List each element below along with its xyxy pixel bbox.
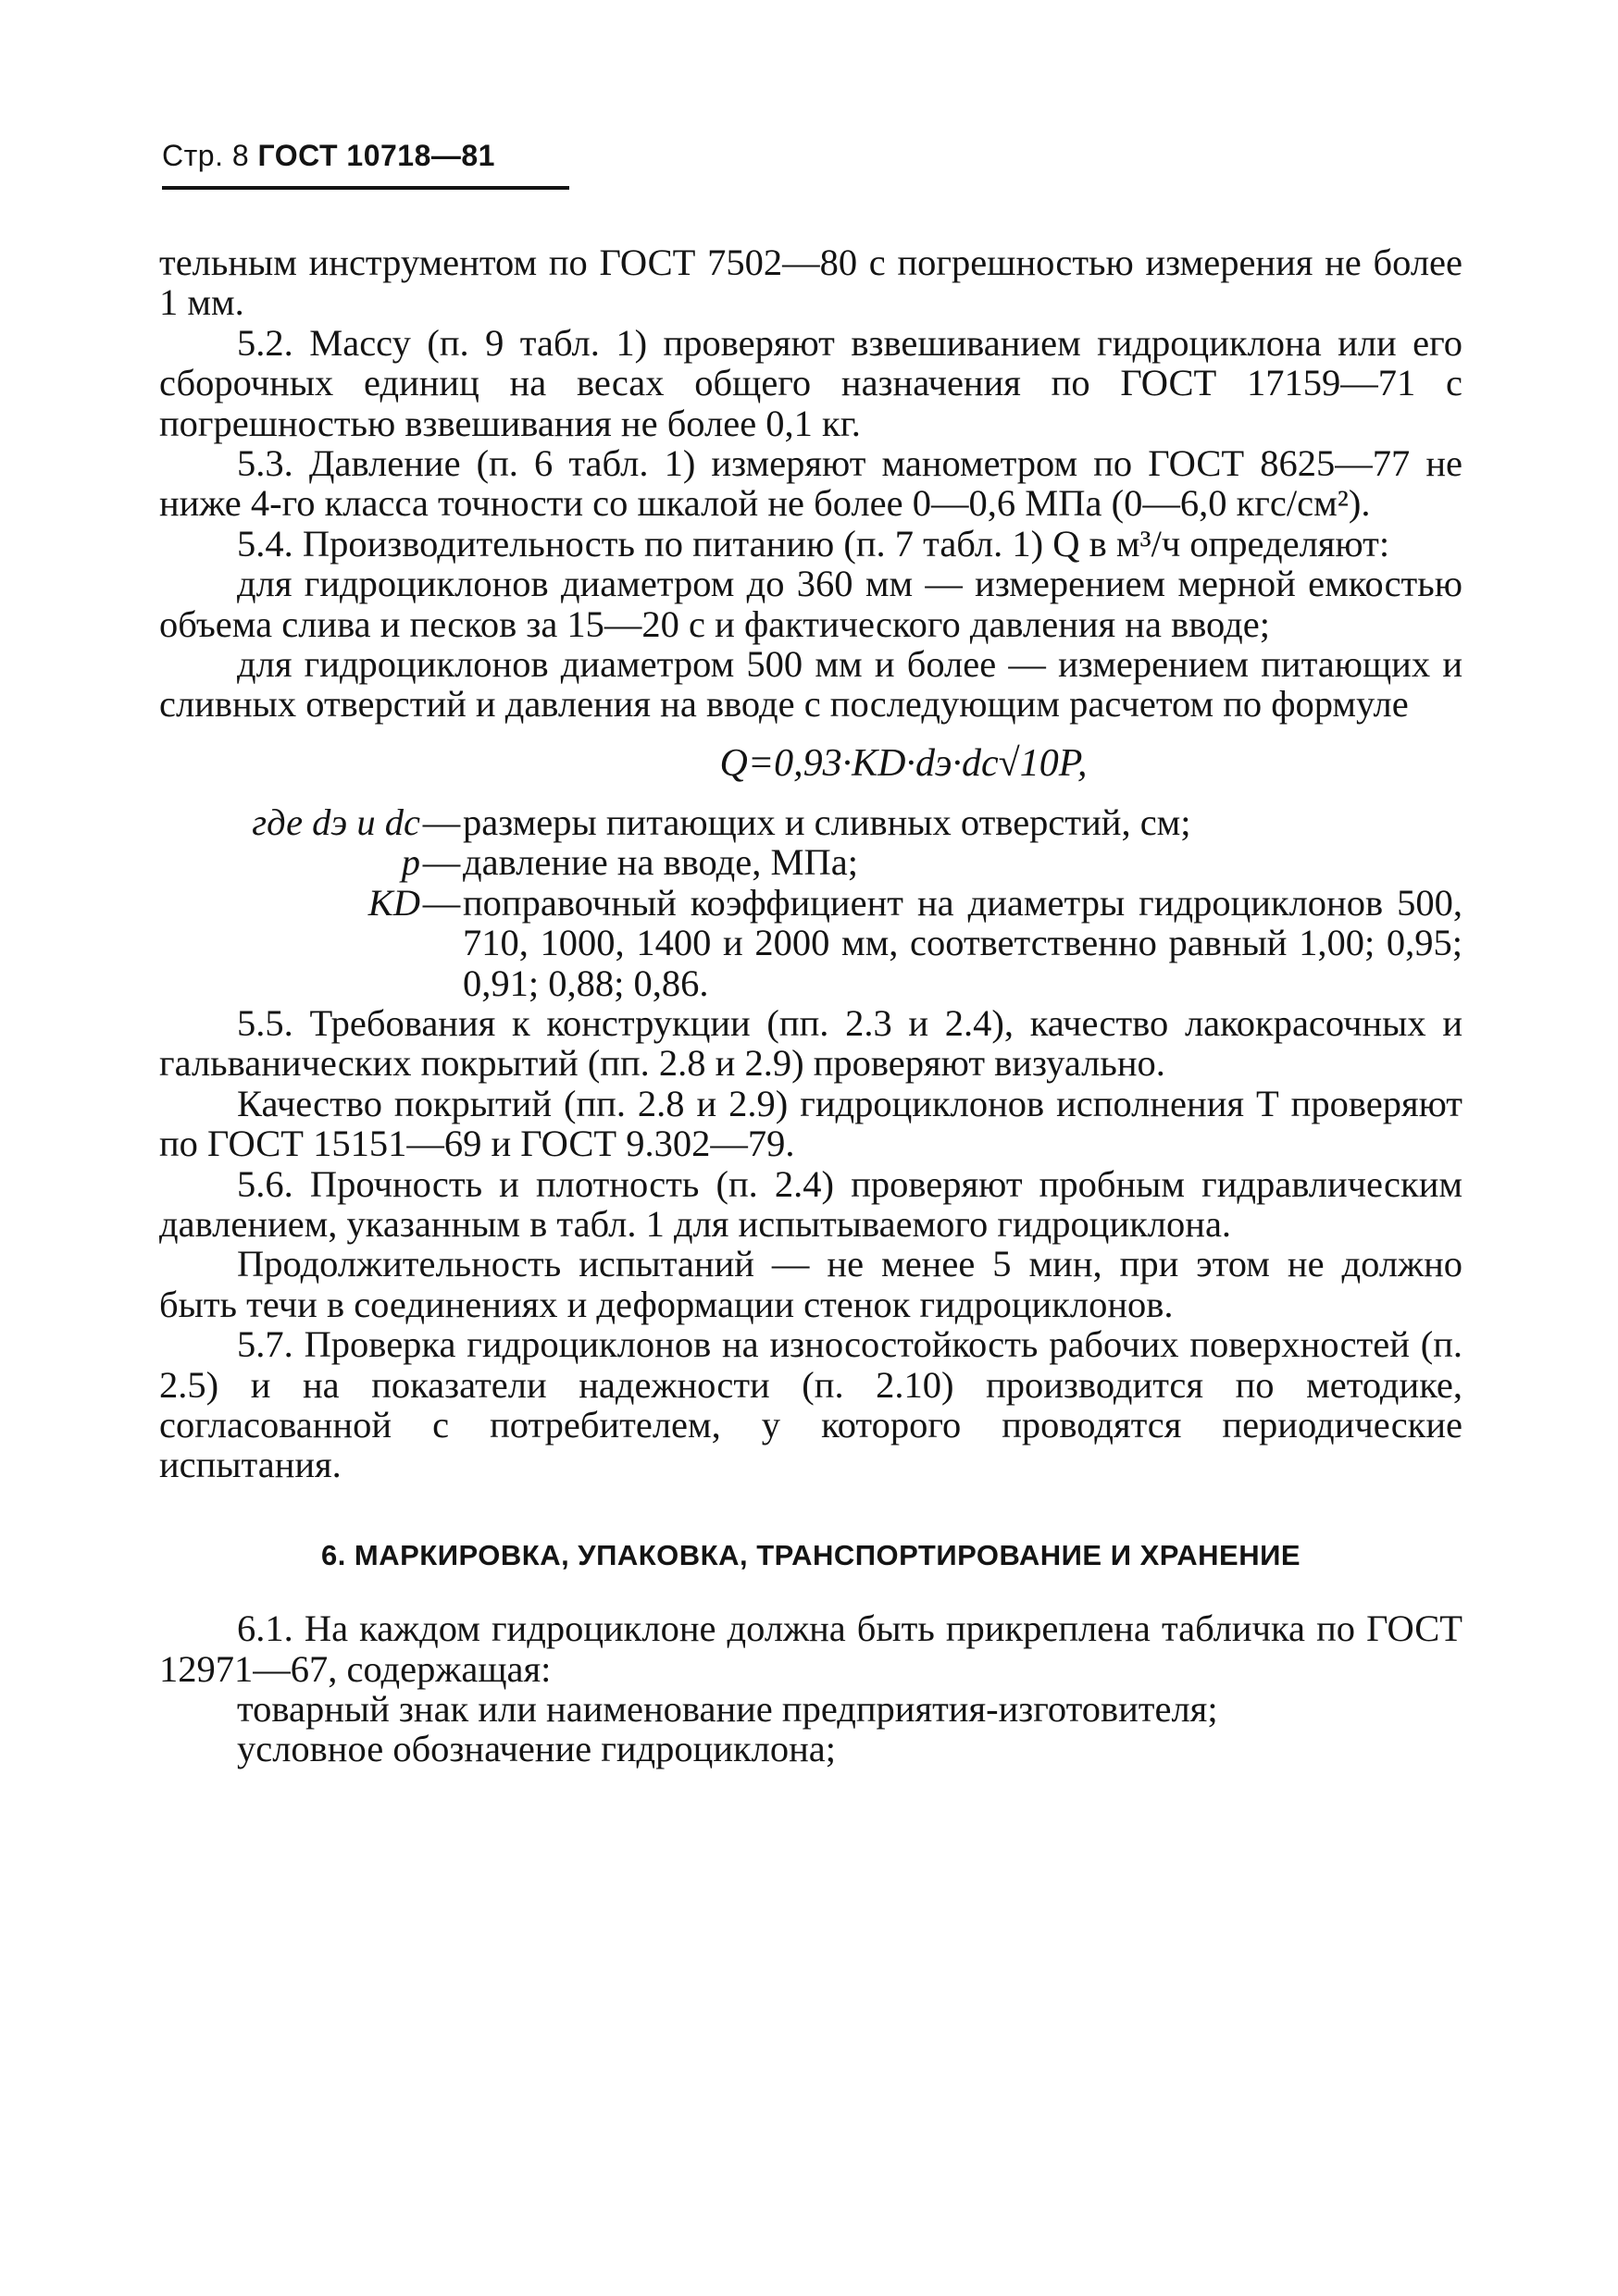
paragraph-continuation: тельным инструментом по ГОСТ 7502—80 с погрешностью измерения не более 1 мм. [159,242,1462,324]
paragraph-6-1-a: товарный знак или наименование предприятия-изготовителя; [237,1688,1218,1730]
paragraph-6-1: 6.1. На каждом гидроциклоне должна быть прикреплена табличка по ГОСТ 12971—67, содержащая: [159,1607,1462,1690]
page-number: Стр. 8 [162,139,250,172]
paragraph-5-3: 5.3. Давление (п. 6 табл. 1) измеряют манометром по ГОСТ 8625—77 не ниже 4-го класса точности со шкалой не более 0—0,6 МПа (0—6,0 кгс/см²). [159,442,1462,525]
paragraph-5-2: 5.2. Массу (п. 9 табл. 1) проверяют взвешиванием гидроциклона или его сборочных единиц на весах общего назначения по ГОСТ 17159—71 с погрешностью взвешивания не более 0,1 кг. [159,321,1462,444]
paragraph-5-4: 5.4. Производительность по питанию (п. 7 табл. 1) Q в м³/ч определяют: [237,522,1390,565]
flow-formula: Q=0,93·KD·dэ·dс√10P, [719,741,1088,785]
definition-symbol: p [401,841,420,884]
header-rule [162,186,569,190]
definition-dash: — [422,881,461,924]
definition-symbol: KD [367,881,420,924]
definition-row [159,802,1462,842]
paragraph-5-6: 5.6. Прочность и плотность (п. 2.4) проверяют пробным гидравлическим давлением, указанным в табл. 1 для испытываемого гидроциклона. [159,1162,1462,1245]
header-line [162,139,560,173]
page-body [159,242,1462,1769]
paragraph-5-5: 5.5. Требования к конструкции (пп. 2.3 и 2.4), качество лакокрасочных и гальванических покрытий (пп. 2.8 и 2.9) проверяют визуально. [159,1001,1462,1085]
paragraph-5-7: 5.7. Проверка гидроциклонов на износостойкость рабочих поверхностей (п. 2.5) и на показатели надежности (п. 2.10) производится по методике, согласованной с потребителем, у которого проводятся периодические испытания. [159,1323,1462,1486]
paragraph-5-4-a: для гидроциклонов диаметром до 360 мм — измерением мерной емкостью объема слива и песков за 15—20 с и фактического давления на вводе; [159,563,1462,645]
paragraph-6-1-b: условное обозначение гидроциклона; [237,1728,837,1770]
paragraph-5-6-b: Продолжительность испытаний — не менее 5 мин, при этом не должно быть течи в соединениях и деформации стенок гидроциклонов. [159,1243,1462,1325]
section-6-title: 6. МАРКИРОВКА, УПАКОВКА, ТРАНСПОРТИРОВАНИЕ И ХРАНЕНИЕ [320,1538,1301,1571]
formula-definitions [159,802,1462,1003]
paragraph-5-5-b: Качество покрытий (пп. 2.8 и 2.9) гидроциклонов исполнения Т проверяют по ГОСТ 15151—69 и ГОСТ 9.302—79. [159,1082,1462,1165]
definition-dash: — [422,841,461,884]
definition-text: размеры питающих и сливных отверстий, см; [463,800,1191,843]
paragraph-5-4-b: для гидроциклонов диаметром 500 мм и более — измерением питающих и сливных отверстий и давления на вводе с последующим расчетом по формуле [159,643,1462,726]
definition-text: поправочный коэффициент на диаметры гидроциклонов 500, 710, 1000, 1400 и 2000 мм, соответственно равный 1,00; 0,95; 0,91; 0,88; 0,86. [463,881,1462,1004]
page-header [162,139,560,190]
standard-code: ГОСТ 10718—81 [257,139,495,172]
definition-symbol: где dэ и dс [252,800,420,843]
definition-row [159,883,1462,1003]
definition-text: давление на вводе, МПа; [463,841,858,884]
definition-row [159,842,1462,882]
definition-dash: — [422,800,461,843]
